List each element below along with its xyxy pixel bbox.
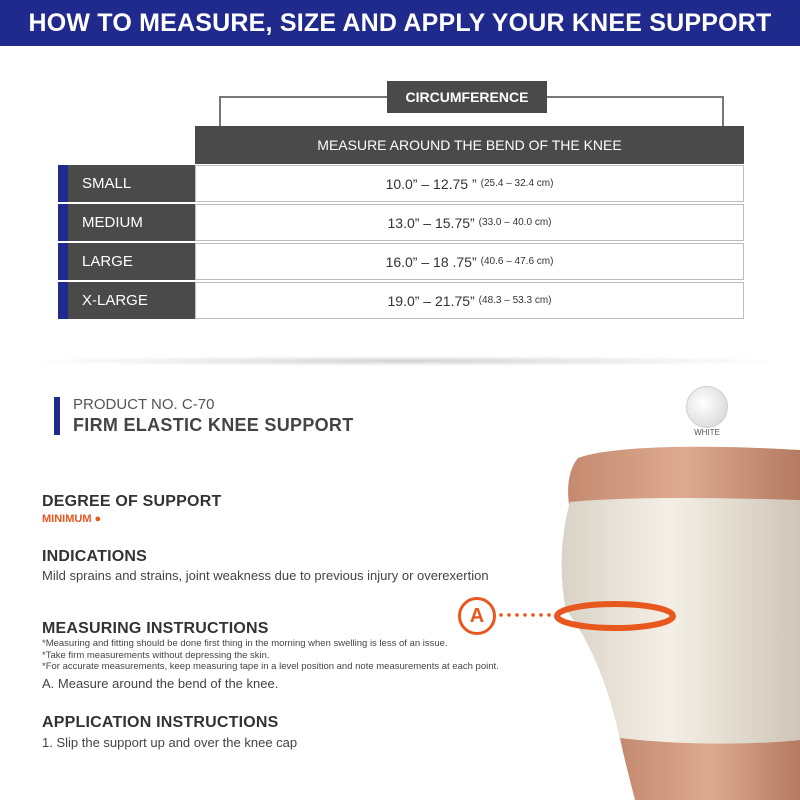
indications-title: INDICATIONS — [42, 548, 148, 565]
size-range — [195, 165, 744, 202]
knee-support-illustration — [470, 440, 800, 800]
size-chart-column-header: MEASURE AROUND THE BEND OF THE KNEE — [195, 126, 744, 164]
size-name: SMALL — [68, 165, 253, 202]
size-range — [195, 282, 744, 319]
range-inches: 16.0” – 18 .75” — [385, 253, 477, 270]
application-instructions-title: APPLICATION INSTRUCTIONS — [42, 714, 279, 731]
range-inches: 13.0” – 15.75” — [387, 214, 475, 231]
degree-of-support-title: DEGREE OF SUPPORT — [42, 493, 222, 510]
measuring-note: *Take firm measurements without depressing the skin. — [42, 650, 270, 661]
measuring-instructions-title: MEASURING INSTRUCTIONS — [42, 620, 269, 637]
product-number: PRODUCT NO. C-70 — [73, 396, 215, 413]
row-accent-bar — [58, 243, 68, 280]
row-accent-bar — [58, 165, 68, 202]
row-accent-bar — [58, 282, 68, 319]
measuring-note: *For accurate measurements, keep measuring tape in a level position and note measurements at each point. — [42, 661, 499, 672]
circumference-label: CIRCUMFERENCE — [387, 81, 547, 113]
section-divider — [40, 356, 770, 366]
color-swatch-label: WHITE — [694, 428, 720, 437]
size-row-large — [58, 243, 744, 280]
row-accent-bar — [58, 204, 68, 241]
range-cm: (33.0 – 40.0 cm) — [478, 217, 552, 228]
size-name: LARGE — [68, 243, 253, 280]
shin-shape — [620, 738, 800, 800]
product-name: FIRM ELASTIC KNEE SUPPORT — [73, 415, 354, 435]
degree-of-support-value: MINIMUM ● — [42, 513, 102, 525]
size-row-small — [58, 165, 744, 202]
measurement-point-a-marker: A — [458, 597, 496, 635]
color-swatch — [686, 386, 728, 428]
indications-text: Mild sprains and strains, joint weakness due to previous injury or overexertion — [42, 568, 489, 583]
page-title-banner: HOW TO MEASURE, SIZE AND APPLY YOUR KNEE SUPPORT — [0, 0, 800, 46]
sleeve-shape — [562, 498, 800, 744]
marker-dotted-leader — [497, 612, 557, 618]
measuring-step-a: A. Measure around the bend of the knee. — [42, 676, 279, 691]
size-name: X-LARGE — [68, 282, 253, 319]
size-name: MEDIUM — [68, 204, 253, 241]
measuring-note: *Measuring and fitting should be done first thing in the morning when swelling is less of an issue. — [42, 638, 448, 649]
range-inches: 19.0” – 21.75” — [387, 292, 475, 309]
size-range — [195, 243, 744, 280]
application-step-1: 1. Slip the support up and over the knee cap — [42, 735, 298, 750]
product-accent-bar — [54, 397, 60, 435]
range-cm: (25.4 – 32.4 cm) — [480, 178, 554, 189]
size-row-medium — [58, 204, 744, 241]
size-row-x-large — [58, 282, 744, 319]
size-range — [195, 204, 744, 241]
range-cm: (40.6 – 47.6 cm) — [480, 256, 554, 267]
range-inches: 10.0” – 12.75 ” — [385, 175, 477, 192]
range-cm: (48.3 – 53.3 cm) — [478, 295, 552, 306]
